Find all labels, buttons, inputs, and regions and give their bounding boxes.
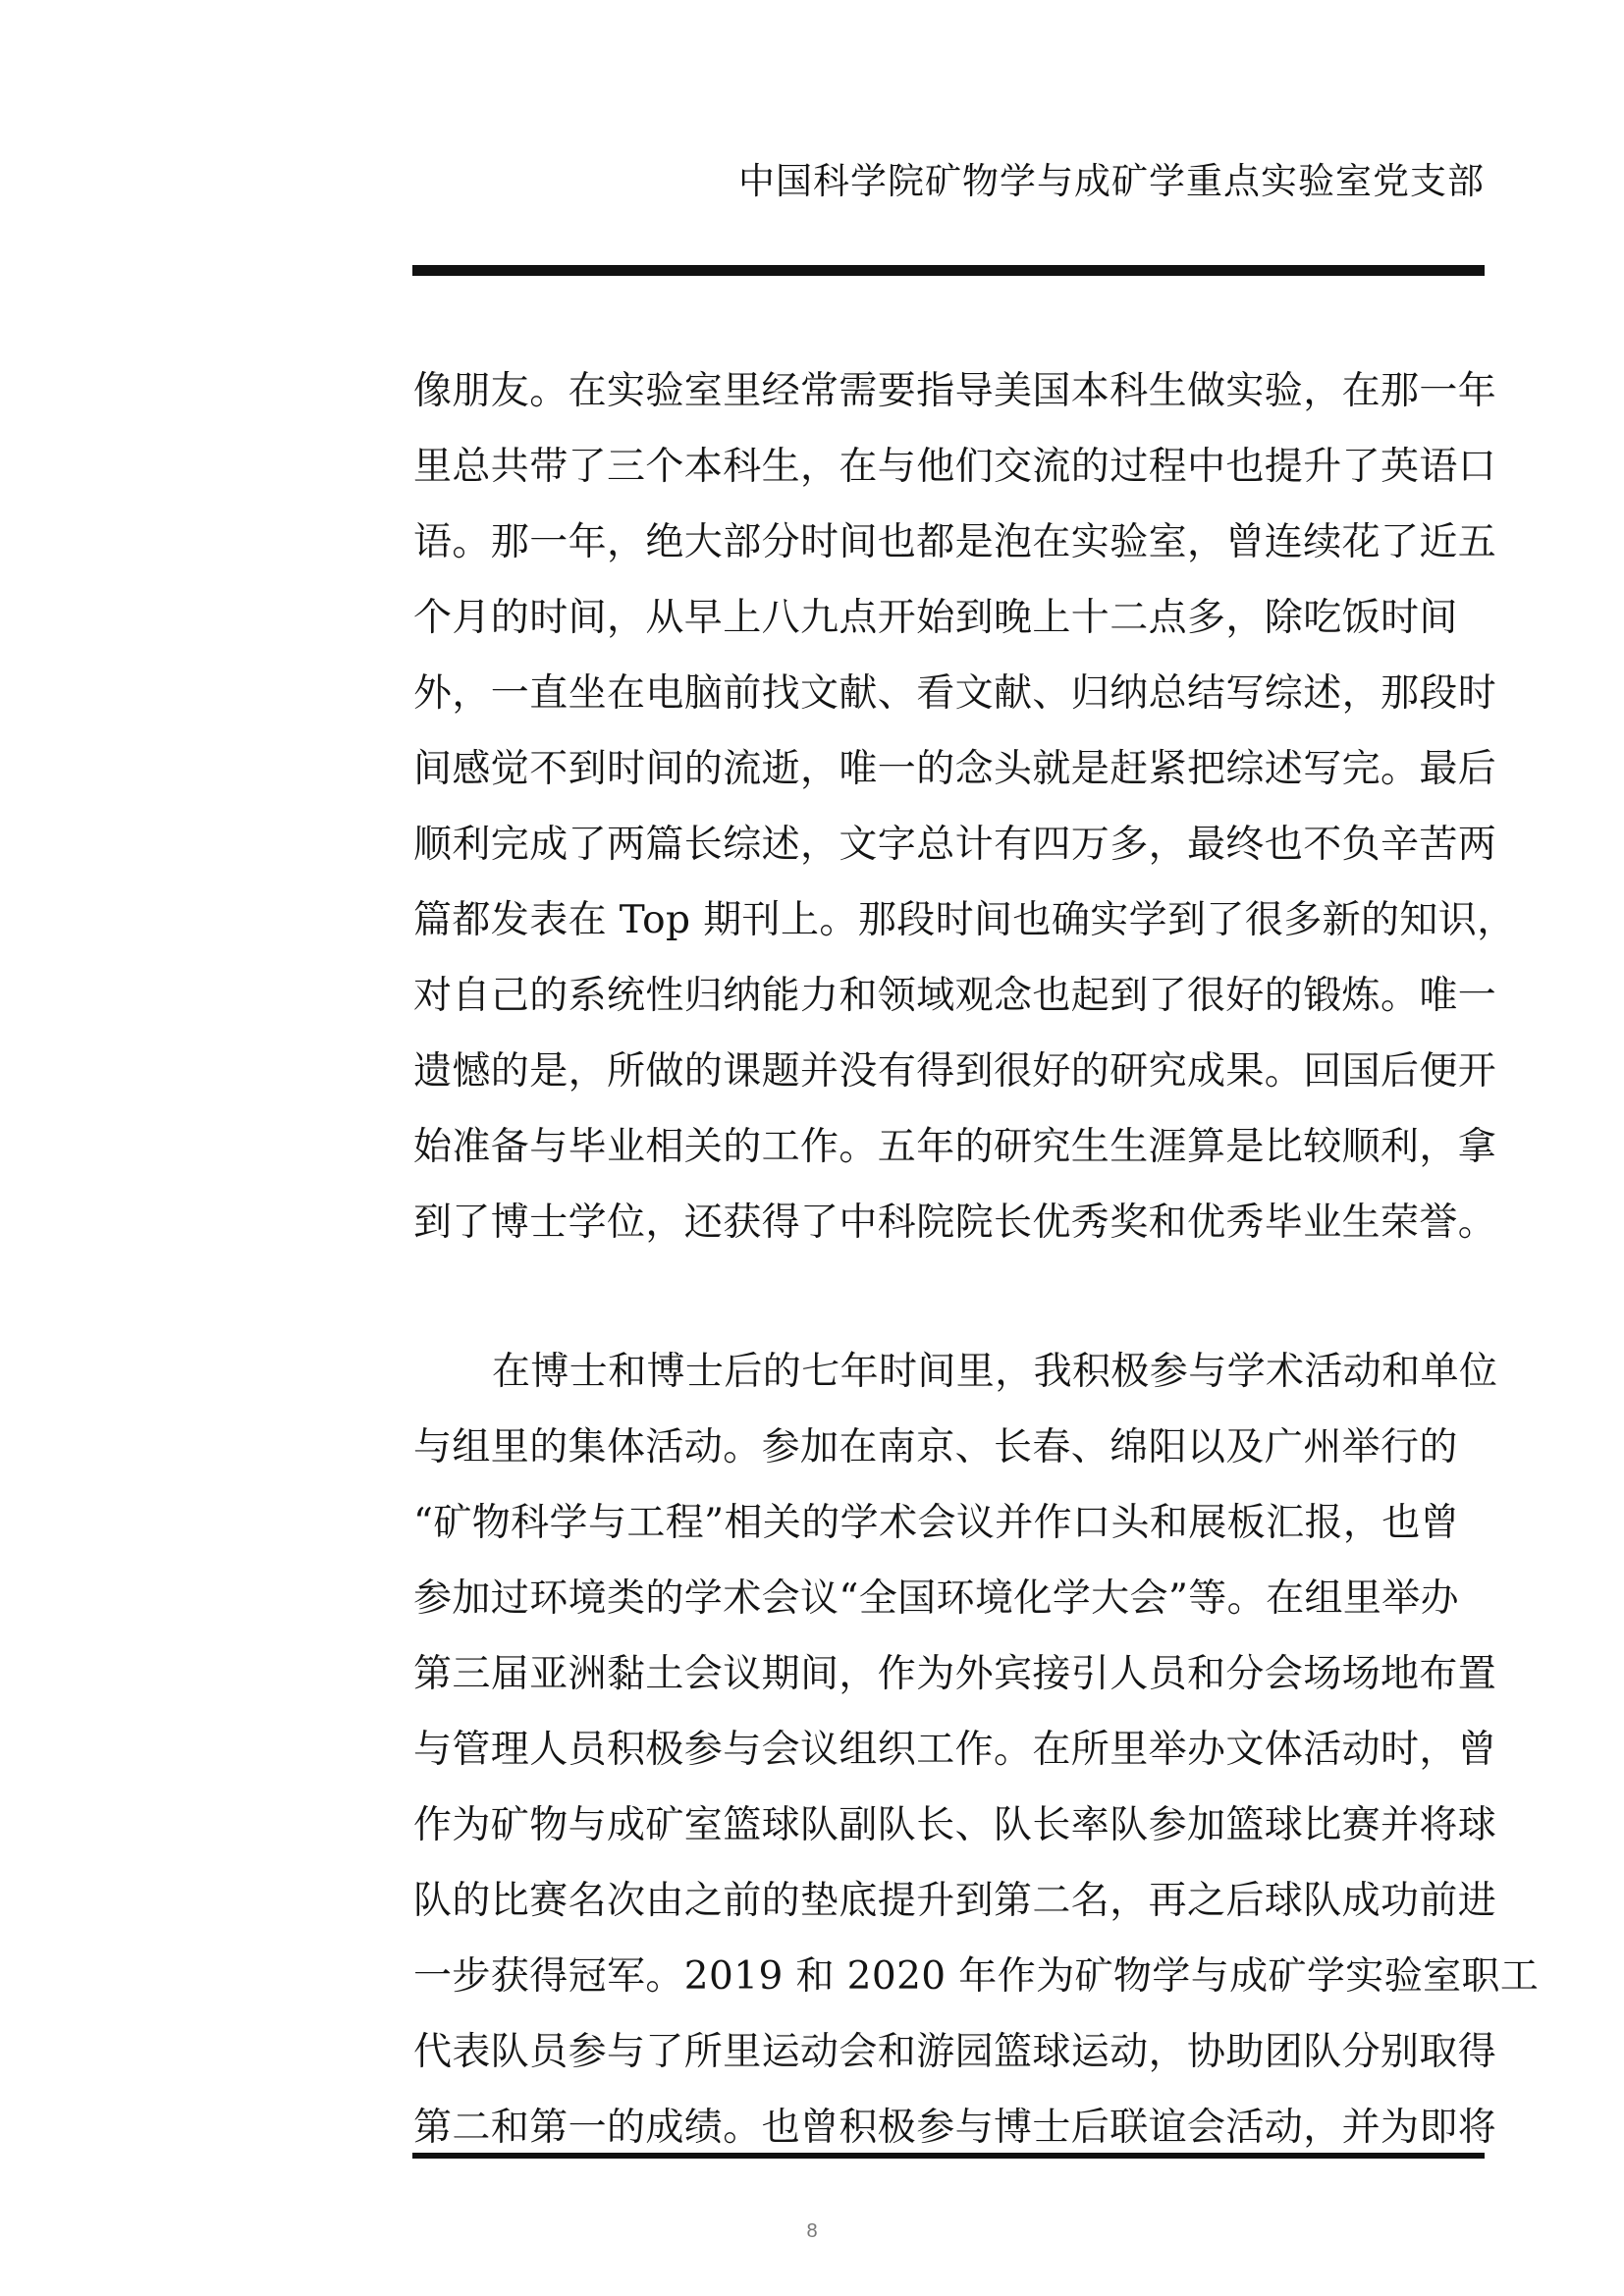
header-rule (412, 265, 1485, 276)
footer-rule (412, 2153, 1485, 2159)
text-line: 与组里的集体活动。参加在南京、长春、绵阳以及广州举行的 (413, 1425, 1458, 1469)
text-line: 顺利完成了两篇长综述，文字总计有四万多，最终也不负辛苦两 (413, 823, 1497, 867)
text-line: 始准备与毕业相关的工作。五年的研究生生涯算是比较顺利，拿 (413, 1125, 1497, 1169)
text-line: 间感觉不到时间的流逝，唯一的念头就是赶紧把综述写完。最后 (413, 747, 1497, 791)
text-line: “矿物科学与工程”相关的学术会议并作口头和展板汇报，也曾 (413, 1501, 1460, 1545)
text-line: 队的比赛名次由之前的垫底提升到第二名，再之后球队成功前进 (413, 1879, 1497, 1923)
paragraph-1 (413, 353, 1516, 1260)
text-line: 遗憾的是，所做的课题并没有得到很好的研究成果。回国后便开 (413, 1049, 1497, 1094)
page-header-title: 中国科学院矿物学与成矿学重点实验室党支部 (738, 160, 1485, 202)
text-line: 代表队员参与了所里运动会和游园篮球运动，协助团队分别取得 (413, 2030, 1497, 2074)
text-line: 里总共带了三个本科生，在与他们交流的过程中也提升了英语口 (413, 445, 1497, 489)
body-text (413, 353, 1540, 2165)
text-line: 参加过环境类的学术会议“全国环境化学大会”等。在组里举办 (413, 1576, 1460, 1621)
text-line: 第二和第一的成绩。也曾积极参与博士后联谊会活动，并为即将 (413, 2106, 1497, 2150)
text-line: 作为矿物与成矿室篮球队副队长、队长率队参加篮球比赛并将球 (413, 1803, 1497, 1847)
text-line: 语。那一年，绝大部分时间也都是泡在实验室，曾连续花了近五 (413, 520, 1497, 564)
text-line: 像朋友。在实验室里经常需要指导美国本科生做实验，在那一年 (413, 369, 1497, 413)
page-number: 8 (806, 2220, 818, 2242)
text-line: 与管理人员积极参与会议组织工作。在所里举办文体活动时，曾 (413, 1728, 1497, 1772)
text-line: 一步获得冠军。2019 和 2020 年作为矿物学与成矿学实验室职工 (413, 1954, 1540, 1999)
text-line: 个月的时间，从早上八九点开始到晚上十二点多，除吃饭时间 (413, 596, 1458, 640)
text-line: 到了博士学位，还获得了中科院院长优秀奖和优秀毕业生荣誉。 (413, 1201, 1497, 1245)
text-line: 对自己的系统性归纳能力和领域观念也起到了很好的锻炼。唯一 (413, 974, 1497, 1018)
text-line: 第三届亚洲黏土会议期间，作为外宾接引人员和分会场场地布置 (413, 1652, 1497, 1696)
text-line: 在博士和博士后的七年时间里，我积极参与学术活动和单位 (492, 1350, 1498, 1394)
text-line: 外，一直坐在电脑前找文献、看文献、归纳总结写综述，那段时 (413, 671, 1497, 716)
paragraph-2 (413, 1334, 1540, 2165)
paragraph-gap (413, 1260, 1486, 1334)
text-line: 篇都发表在 Top 期刊上。那段时间也确实学到了很多新的知识， (413, 898, 1516, 942)
